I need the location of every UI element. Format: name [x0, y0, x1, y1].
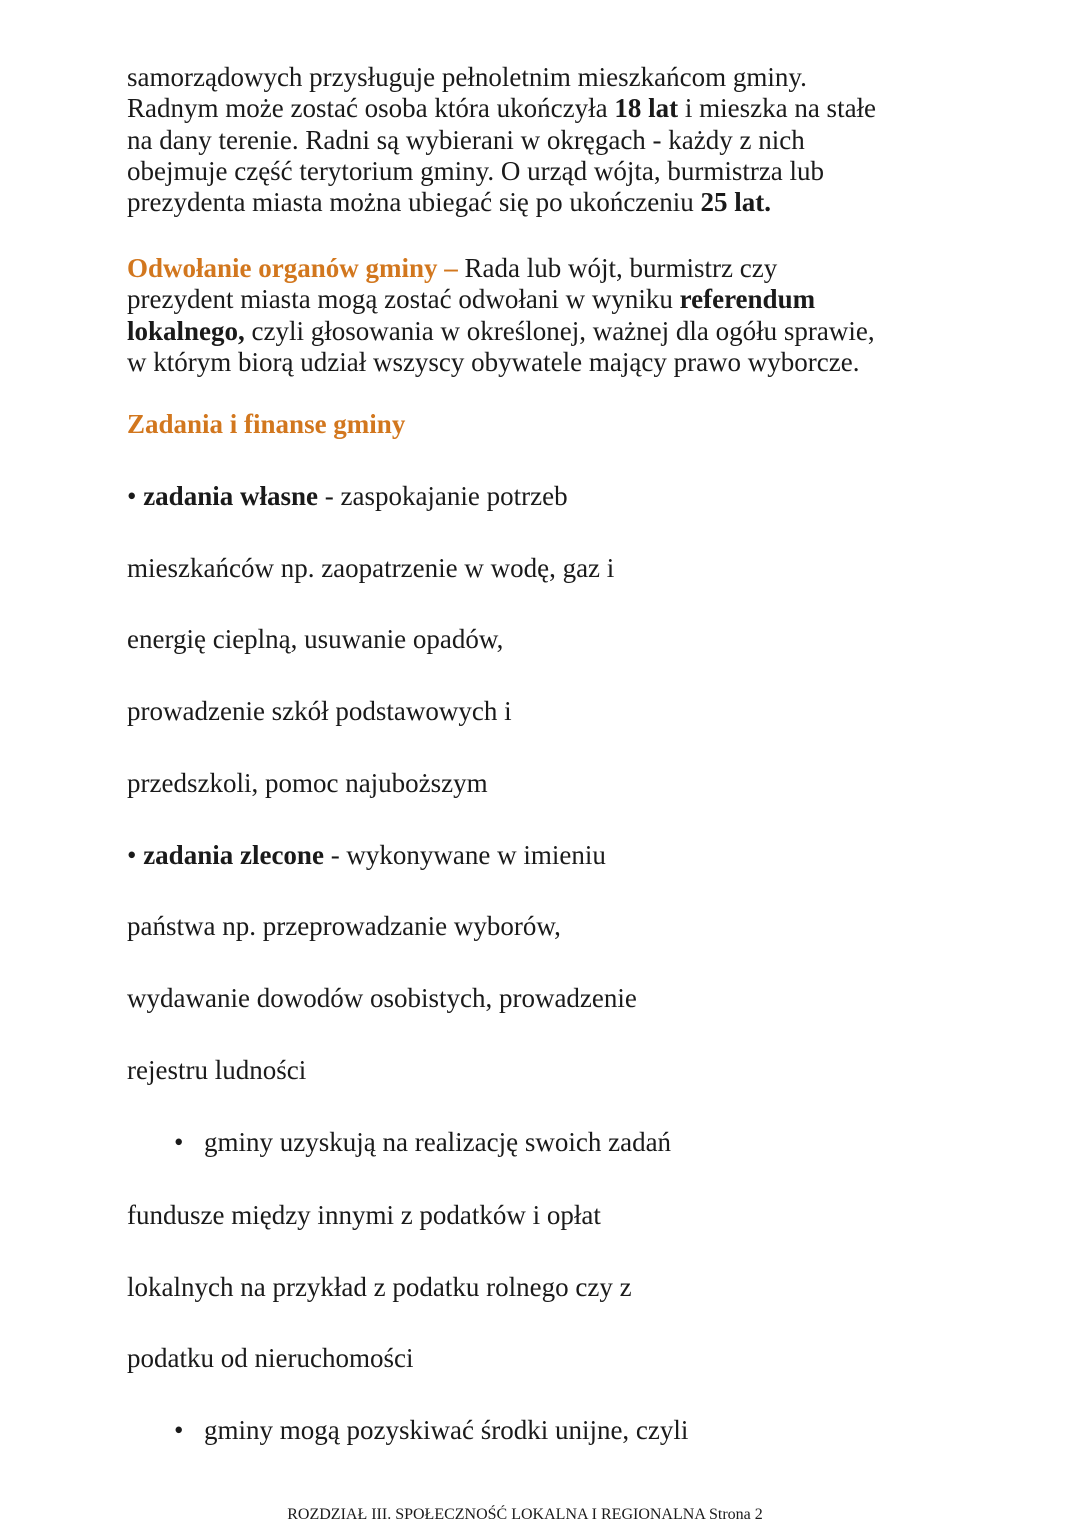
intro-line-1: samorządowych przysługuje pełnoletnim mieszkańcom gminy. — [127, 62, 807, 92]
list-line: państwa np. przeprowadzanie wyborów, — [127, 911, 561, 941]
bullet-icon: • — [174, 1415, 184, 1445]
bullet-icon: • — [174, 1127, 184, 1157]
list-item-zadania-zlecone: • zadania zlecone - wykonywane w imieniu — [127, 837, 606, 873]
list-item-zadania-wlasne: • zadania własne - zaspokajanie potrzeb — [127, 478, 568, 514]
odwolanie-line-2: prezydent miasta mogą zostać odwołani w wyniku referendum — [127, 284, 816, 315]
list-line: energię cieplną, usuwanie opadów, — [127, 624, 504, 654]
bullet-icon: • — [127, 840, 137, 870]
term-lokalnego: lokalnego, — [127, 315, 245, 346]
intro-paragraph — [127, 62, 927, 218]
list-line: mieszkańców np. zaopatrzenie w wodę, gaz i — [127, 553, 615, 583]
list-item-srodki-unijne: • gminy mogą pozyskiwać środki unijne, czyli — [174, 1412, 688, 1448]
odwolanie-dash: – — [437, 253, 465, 283]
list-line: przedszkoli, pomoc najuboższym — [127, 768, 488, 798]
odwolanie-line-3: lokalnego, czyli głosowania w określonej, ważnej dla ogółu sprawie, — [127, 315, 875, 346]
odwolanie-line-4: w którym biorą udział wszyscy obywatele mający prawo wyborcze. — [127, 346, 860, 377]
odwolanie-title: Odwołanie organów gminy — [127, 253, 438, 283]
list-line: prowadzenie szkół podstawowych i — [127, 696, 512, 726]
intro-line-5: prezydenta miasta można ubiegać się po ukończeniu 25 lat. — [127, 187, 772, 218]
list-line: podatku od nieruchomości — [127, 1343, 414, 1373]
term-zadania-zlecone: zadania zlecone — [143, 840, 324, 870]
list-line: rejestru ludności — [127, 1055, 307, 1085]
bullet-icon: • — [127, 481, 137, 511]
list-line: wydawanie dowodów osobistych, prowadzenie — [127, 983, 637, 1013]
list-line: lokalnych na przykład z podatku rolnego czy z — [127, 1272, 632, 1302]
odwolanie-paragraph — [127, 253, 927, 378]
intro-line-2: Radnym może zostać osoba która ukończyła 18 lat i mieszka na stałe — [127, 93, 877, 124]
term-zadania-wlasne: zadania własne — [143, 481, 318, 511]
odwolanie-line-1: Odwołanie organów gminy – Rada lub wójt, burmistrz czy — [127, 253, 778, 283]
age-25: 25 lat. — [700, 187, 772, 218]
intro-line-4: obejmuje część terytorium gminy. O urząd wójta, burmistrza lub — [127, 155, 825, 186]
page-footer: ROZDZIAŁ III. SPOŁECZNOŚĆ LOKALNA I REGIONALNA Strona 2 — [287, 1506, 763, 1523]
section-heading: Zadania i finanse gminy — [127, 409, 406, 439]
intro-line-3: na dany terenie. Radni są wybierani w okręgach - każdy z nich — [127, 124, 805, 155]
age-18: 18 lat — [614, 93, 679, 124]
list-line: fundusze między innymi z podatków i opłat — [127, 1200, 601, 1230]
list-item-fundusze: • gminy uzyskują na realizację swoich zadań — [174, 1124, 671, 1160]
term-referendum: referendum — [679, 284, 816, 315]
